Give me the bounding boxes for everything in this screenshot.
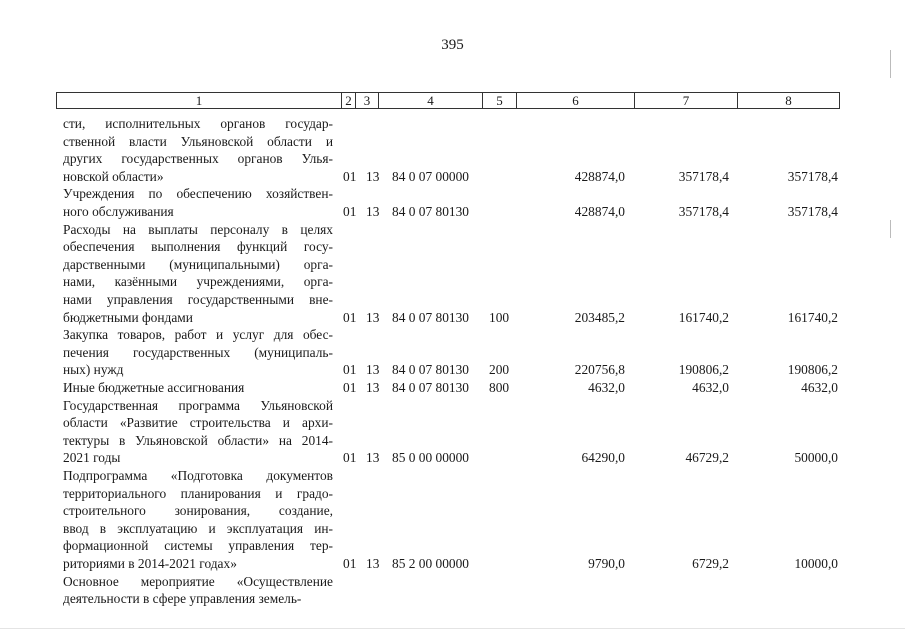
page-number: 395 xyxy=(441,37,464,53)
description-line: других государственных органов Улья- xyxy=(63,151,333,167)
table-row xyxy=(0,185,905,220)
description-line: деятельности в сфере управления земель- xyxy=(63,591,302,607)
description-line: Основное мероприятие «Осуществление xyxy=(63,573,333,589)
row-description xyxy=(63,326,333,379)
cell-col-8: 10000,0 xyxy=(794,556,838,571)
description-line: Иные бюджетные ассигнования xyxy=(63,380,245,395)
cell-col-6: 428874,0 xyxy=(574,203,625,219)
cell-col-4: 84 0 07 80130 xyxy=(392,362,469,378)
description-line: сти, исполнительных органов государ- xyxy=(63,116,333,131)
description-line: Закупка товаров, работ и услуг для обес- xyxy=(63,327,333,343)
cell-col-8: 357178,4 xyxy=(787,168,838,184)
description-line: области «Развитие строительства и архи- xyxy=(63,415,333,431)
cell-col-6: 428874,0 xyxy=(574,168,625,184)
header-col-3: 3 xyxy=(363,93,371,108)
row-description xyxy=(63,221,333,327)
cell-col-7: 4632,0 xyxy=(692,380,729,395)
cell-col-3: 13 xyxy=(366,168,380,184)
description-line: тектуры в Ульяновской области» на 2014- xyxy=(63,432,333,448)
cell-col-7: 46729,2 xyxy=(685,450,729,466)
cell-col-6: 9790,0 xyxy=(588,556,625,571)
header-col-8: 8 xyxy=(785,93,792,108)
description-line: обеспечения выполнения функций госу- xyxy=(63,239,333,255)
row-description xyxy=(63,115,333,185)
description-line: нами управления государственными вне- xyxy=(63,291,333,307)
cell-col-6: 203485,2 xyxy=(574,309,625,325)
cell-col-3: 13 xyxy=(366,309,380,325)
table-row xyxy=(0,379,905,397)
description-line: Учреждения по обеспечению хозяйствен- xyxy=(63,186,333,202)
cell-col-8: 190806,2 xyxy=(787,362,838,378)
cell-col-4: 85 0 00 00000 xyxy=(392,450,469,466)
header-col-5: 5 xyxy=(496,93,503,108)
cell-col-3: 13 xyxy=(366,450,380,466)
cell-col-3: 13 xyxy=(366,380,380,395)
row-description xyxy=(63,467,333,573)
cell-col-2: 01 xyxy=(343,309,357,325)
description-line: ственной власти Ульяновской области и xyxy=(63,133,333,149)
cell-col-6: 220756,8 xyxy=(574,362,625,378)
cell-col-3: 13 xyxy=(366,203,380,219)
cell-col-2: 01 xyxy=(343,450,357,466)
description-line: бюджетными фондами xyxy=(63,309,193,325)
description-line: строительного зонирования, создание, xyxy=(63,503,333,519)
cell-col-5: 100 xyxy=(489,309,510,325)
cell-col-7: 357178,4 xyxy=(678,203,729,219)
cell-col-7: 161740,2 xyxy=(678,309,729,325)
cell-col-6: 64290,0 xyxy=(581,450,625,466)
description-line: новской области» xyxy=(63,168,164,184)
cell-col-2: 01 xyxy=(343,556,357,571)
row-description xyxy=(63,573,333,608)
table-row xyxy=(0,573,905,608)
scan-artifact xyxy=(890,220,891,238)
cell-col-4: 84 0 07 80130 xyxy=(392,203,469,219)
cell-col-8: 357178,4 xyxy=(787,203,838,219)
description-line: территориального планирования и градо- xyxy=(63,485,333,501)
table-header-row xyxy=(56,92,840,109)
cell-col-8: 161740,2 xyxy=(787,309,838,325)
description-line: печения государственных (муниципаль- xyxy=(63,344,333,360)
description-line: Государственная программа Ульяновской xyxy=(63,397,333,413)
cell-col-5: 800 xyxy=(489,380,510,395)
table-row xyxy=(0,397,905,467)
cell-col-3: 13 xyxy=(366,362,380,378)
scan-artifact xyxy=(0,628,905,629)
cell-col-2: 01 xyxy=(343,203,357,219)
table-row xyxy=(0,115,905,185)
cell-col-6: 4632,0 xyxy=(588,380,625,395)
description-line: 2021 годы xyxy=(63,450,121,466)
description-line: ных) нужд xyxy=(63,362,124,378)
table-row xyxy=(0,326,905,379)
cell-col-4: 84 0 07 80130 xyxy=(392,309,469,325)
scan-artifact xyxy=(890,50,891,78)
description-line: ного обслуживания xyxy=(63,203,174,219)
cell-col-4: 84 0 07 00000 xyxy=(392,168,469,184)
cell-col-7: 190806,2 xyxy=(678,362,729,378)
cell-col-4: 84 0 07 80130 xyxy=(392,380,469,395)
header-col-2: 2 xyxy=(345,93,352,108)
cell-col-3: 13 xyxy=(366,556,380,571)
row-description xyxy=(63,397,333,467)
description-line: риториями в 2014-2021 годах» xyxy=(63,555,237,571)
description-line: нами, казёнными учреждениями, орга- xyxy=(63,274,333,290)
header-col-1: 1 xyxy=(195,93,203,108)
description-line: формационной системы управления тер- xyxy=(63,538,333,554)
cell-col-2: 01 xyxy=(343,362,357,378)
description-line: Подпрограмма «Подготовка документов xyxy=(63,468,333,483)
header-col-4: 4 xyxy=(427,93,434,108)
cell-col-8: 50000,0 xyxy=(794,450,838,466)
cell-col-2: 01 xyxy=(343,380,357,395)
table-row xyxy=(0,467,905,573)
cell-col-5: 200 xyxy=(489,362,510,378)
cell-col-7: 6729,2 xyxy=(692,556,729,571)
table-row xyxy=(0,221,905,327)
row-description xyxy=(63,185,333,220)
description-line: Расходы на выплаты персоналу в целях xyxy=(63,221,333,237)
cell-col-4: 85 2 00 00000 xyxy=(392,556,469,571)
description-line: дарственными (муниципальными) орга- xyxy=(63,256,333,272)
header-col-6: 6 xyxy=(572,93,579,108)
cell-col-7: 357178,4 xyxy=(678,168,729,184)
description-line: ввод в эксплуатацию и эксплуатация ин- xyxy=(63,520,333,536)
header-col-7: 7 xyxy=(682,93,690,108)
cell-col-8: 4632,0 xyxy=(801,380,838,395)
row-description xyxy=(63,379,333,397)
cell-col-2: 01 xyxy=(343,168,357,184)
